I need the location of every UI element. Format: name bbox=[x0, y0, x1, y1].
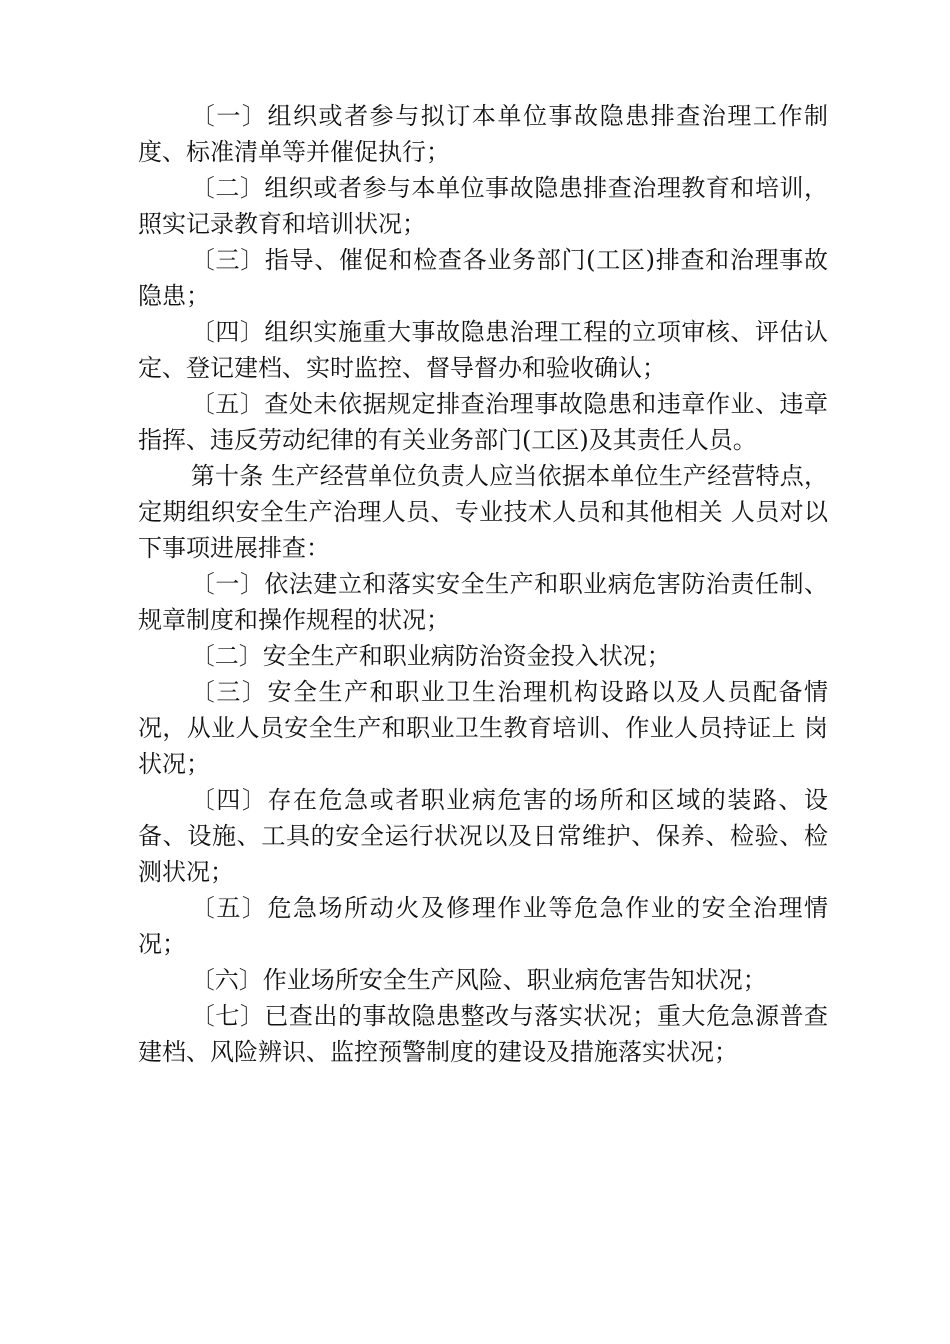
document-body bbox=[138, 98, 828, 1070]
paragraph-item-2: 〔二〕安全生产和职业病防治资金投入状况； bbox=[190, 642, 671, 670]
paragraph-item-4: 〔四〕存在危急或者职业病危害的场所和区域的装路、设备、设施、工具的安全运行状况以及日常维护、保养、检验、检测状况； bbox=[138, 786, 828, 886]
paragraph-duty-3: 〔三〕指导、催促和检查各业务部门(工区)排查和治理事故隐患； bbox=[138, 246, 828, 310]
paragraph-item-1: 〔一〕依法建立和落实安全生产和职业病危害防治责任制、规章制度和操作规程的状况； bbox=[138, 570, 828, 634]
paragraph-item-3: 〔三〕安全生产和职业卫生治理机构设路以及人员配备情况，从业人员安全生产和职业卫生教育培训、作业人员持证上 岗状况； bbox=[138, 678, 828, 778]
paragraph-item-7: 〔七〕已查出的事故隐患整改与落实状况；重大危急源普查建档、风险辨识、监控预警制度的建设及措施落实状况； bbox=[138, 1002, 828, 1066]
paragraph-article-10: 第十条 生产经营单位负责人应当依据本单位生产经营特点，定期组织安全生产治理人员、专业技术人员和其他相关 人员对以下事项进展排查： bbox=[138, 462, 828, 562]
paragraph-duty-2: 〔二〕组织或者参与本单位事故隐患排查治理教育和培训，照实记录教育和培训状况； bbox=[138, 174, 828, 238]
paragraph-duty-4: 〔四〕组织实施重大事故隐患治理工程的立项审核、评估认定、登记建档、实时监控、督导督办和验收确认； bbox=[138, 318, 828, 382]
paragraph-item-6: 〔六〕作业场所安全生产风险、职业病危害告知状况； bbox=[190, 966, 767, 994]
paragraph-duty-5: 〔五〕查处未依据规定排查治理事故隐患和违章作业、违章指挥、违反劳动纪律的有关业务部门(工区)及其责任人员。 bbox=[138, 390, 828, 454]
paragraph-duty-1: 〔一〕组织或者参与拟订本单位事故隐患排查治理工作制度、标准清单等并催促执行； bbox=[138, 102, 828, 166]
paragraph-item-5: 〔五〕危急场所动火及修理作业等危急作业的安全治理情况； bbox=[138, 894, 828, 958]
